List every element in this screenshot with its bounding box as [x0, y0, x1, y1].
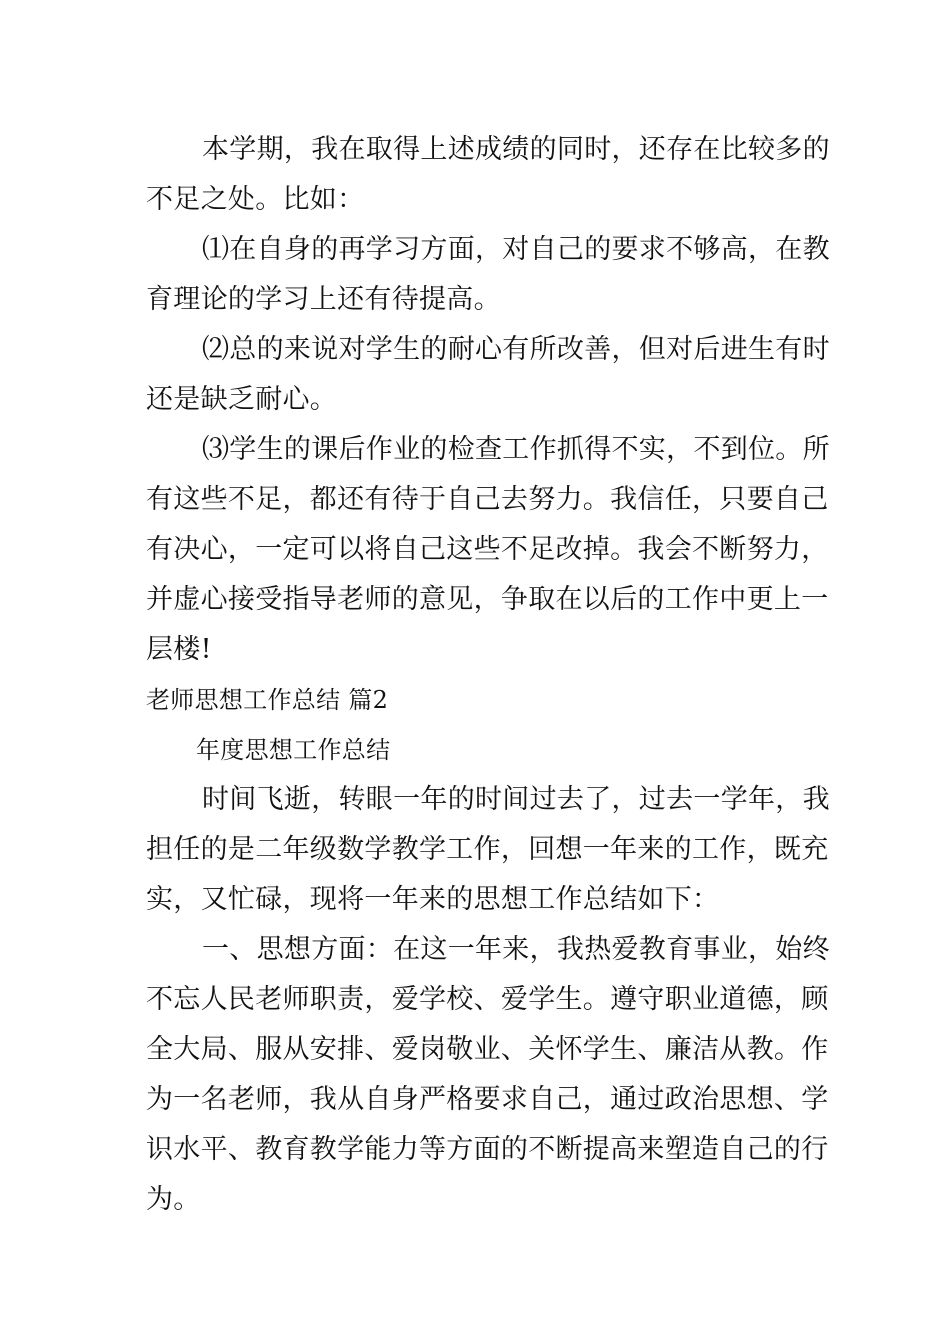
text-line: 有这些不足，都还有待于自己去努力。我信任，只要自己	[146, 484, 829, 515]
text-line: 有决心，一定可以将自己这些不足改掉。我会不断努力，	[146, 534, 829, 565]
text-line: ⑴在自身的再学习方面，对自己的要求不够高，在教	[202, 234, 830, 265]
section-heading: 老师思想工作总结 篇2	[146, 686, 389, 714]
text-line: 本学期，我在取得上述成绩的同时，还存在比较多的	[202, 134, 830, 165]
text-line: 时间飞逝，转眼一年的时间过去了，过去一学年，我	[202, 784, 830, 815]
text-line: 还是缺乏耐心。	[146, 384, 338, 415]
text-line: 不忘人民老师职责，爱学校、爱学生。遵守职业道德，顾	[146, 984, 829, 1015]
text-line: 并虚心接受指导老师的意见，争取在以后的工作中更上一	[146, 584, 829, 615]
section-subheading: 年度思想工作总结	[196, 736, 391, 764]
text-line: 识水平、教育教学能力等方面的不断提高来塑造自己的行	[146, 1134, 829, 1165]
text-line: ⑶学生的课后作业的检查工作抓得不实，不到位。所	[202, 434, 830, 465]
text-line: 为一名老师，我从自身严格要求自己，通过政治思想、学	[146, 1084, 829, 1115]
text-line: 层楼!	[146, 634, 212, 665]
text-line: 实，又忙碌，现将一年来的思想工作总结如下：	[146, 884, 720, 915]
text-line: 一、思想方面：在这一年来，我热爱教育事业，始终	[202, 934, 830, 965]
text-line: 担任的是二年级数学教学工作，回想一年来的工作，既充	[146, 834, 829, 865]
text-line: 为。	[146, 1184, 201, 1215]
text-line: 全大局、服从安排、爱岗敬业、关怀学生、廉洁从教。作	[146, 1034, 829, 1065]
text-line: 不足之处。比如：	[146, 184, 365, 215]
text-line: ⑵总的来说对学生的耐心有所改善，但对后进生有时	[202, 334, 830, 365]
text-line: 育理论的学习上还有待提高。	[146, 284, 501, 315]
